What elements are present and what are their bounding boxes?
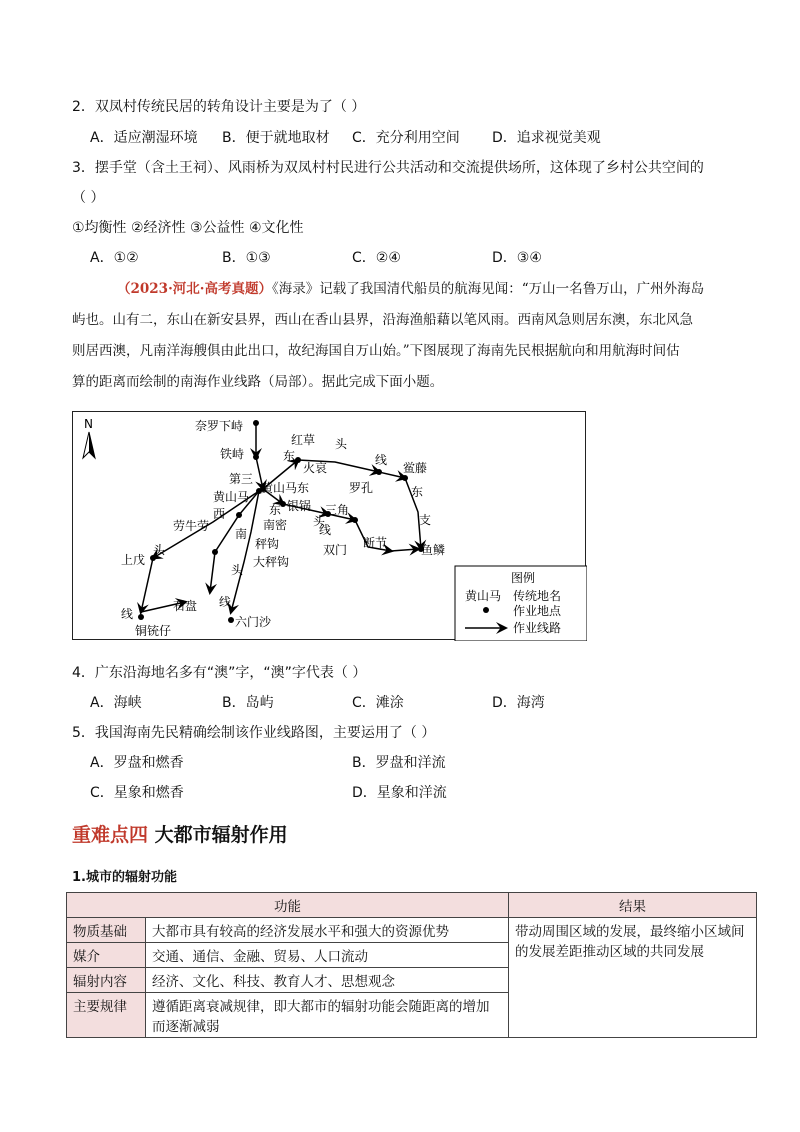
route-char: 东 <box>283 449 296 463</box>
point-liumensha <box>228 617 234 623</box>
q5-option-d: D．星象和洋流 <box>352 785 447 801</box>
table-header-result: 结果 <box>509 893 757 918</box>
q5-option-a: A．罗盘和燃香 <box>90 755 184 771</box>
table-cell-value: 遵循距离衰减规律，即大都市的辐射功能会随距离的增加而逐渐减弱 <box>146 993 509 1038</box>
label-yinguo: 银锅 <box>287 499 312 513</box>
q4-option-a: A．海峡 <box>90 695 142 711</box>
q4-option-b: B．岛屿 <box>222 695 274 711</box>
table-row <box>67 918 757 943</box>
passage-line-2: 屿也。山有二，东山在新安县界，西山在香山县界，沿海渔船藉以笔风雨。西南风急则居东澳，东北风急 <box>72 312 693 328</box>
label-nanmi: 南密 <box>263 518 288 532</box>
point-dachenggou <box>212 549 218 555</box>
route-segment <box>391 549 418 551</box>
label-huoai: 火哀 <box>303 461 328 475</box>
label-tiezhi: 铁峙 <box>220 447 245 461</box>
point-tiezhi <box>253 454 259 460</box>
table-cell-value: 大都市具有较高的经济发展水平和强大的资源优势 <box>146 918 509 943</box>
label-liumensha: 六门沙 <box>235 615 272 629</box>
point-nailuoxiazhi <box>253 420 259 426</box>
table-cell-result: 带动周围区域的发展，最终缩小区域间的发展差距推动区域的共同发展 <box>509 918 757 1038</box>
label-nailuoxiazhi: 奈罗下峙 <box>195 419 244 433</box>
route-char: 线 <box>219 595 232 609</box>
route-char: 头 <box>153 543 166 557</box>
section-heading <box>72 820 288 847</box>
passage-line-1: （2023·河北·高考真题）《海录》记载了我国清代船员的航海见闻：“万山一名鲁万山，广州外海岛 <box>117 281 705 297</box>
q2-option-d: D．追求视觉美观 <box>492 130 601 146</box>
label-yulin: 鱼鳞 <box>421 543 446 557</box>
route-segment <box>379 472 405 478</box>
label-shangwu: 上戊 <box>121 553 146 567</box>
table-cell-key: 主要规律 <box>67 993 146 1038</box>
legend-name-label: 传统地名 <box>513 589 562 603</box>
legend-point-label: 作业地点 <box>513 604 562 618</box>
table-cell-key: 辐射内容 <box>67 968 146 993</box>
label-huangshanma: 黄山马 <box>213 490 250 504</box>
q2-option-b: B．便于就地取材 <box>222 130 330 146</box>
point-shuangmen <box>352 517 358 523</box>
q4-option-c: C．滩涂 <box>352 695 404 711</box>
label-duanjie: 断节 <box>363 536 388 550</box>
q4-stem: 4．广东沿海地名多有“澳”字，“澳”字代表（ ） <box>72 665 367 681</box>
q3-option-d: D．③④ <box>492 250 542 266</box>
q3-stem: 3．摆手堂（含土王祠）、风雨桥为双凤村村民进行公共活动和交流提供场所，这体现了乡村公共空间的 <box>72 160 704 176</box>
q2-option-c: C．充分利用空间 <box>352 130 460 146</box>
route-char: 支 <box>419 513 432 527</box>
label-shipan: 石盘 <box>173 599 198 613</box>
q5-option-b: B．罗盘和洋流 <box>352 755 446 771</box>
q5-stem: 5．我国海南先民精确绘制该作业线路图，主要运用了（ ） <box>72 725 436 741</box>
north-arrow-icon <box>83 417 95 458</box>
svg-text:N: N <box>84 417 93 431</box>
map-legend <box>455 566 587 641</box>
table-cell-key: 媒介 <box>67 943 146 968</box>
point-luokong <box>376 469 382 475</box>
label-disan: 第三 <box>229 472 254 486</box>
passage-line-4: 算的距离而绘制的南海作业线路（局部）。据此完成下面小题。 <box>72 374 444 390</box>
table-cell-value: 交通、通信、金融、贸易、人口流动 <box>146 943 509 968</box>
label-luokong: 罗孔 <box>349 481 374 495</box>
route-char: 线 <box>319 523 332 537</box>
label-tongchongzai: 铜铳仔 <box>135 624 172 638</box>
passage-line-3: 则居西澳，凡南洋海艘俱由此出口，故纪海国自万山始。”下图展现了海南先民根据航向和用航海时间估 <box>72 343 680 359</box>
legend-title: 图例 <box>511 571 536 585</box>
passage-source: （2023·河北·高考真题） <box>117 281 272 297</box>
q3-option-a: A．①② <box>90 250 139 266</box>
q2-stem: 2．双凤村传统民居的转角设计主要是为了（ ） <box>72 99 366 115</box>
legend-route-label: 作业线路 <box>513 621 562 635</box>
q3-option-c: C．②④ <box>352 250 401 266</box>
table-header-function: 功能 <box>67 893 509 918</box>
label-chenggou: 秤钩 <box>255 537 280 551</box>
legend-point-icon <box>483 607 489 613</box>
q5-option-c: C．星象和燃香 <box>90 785 184 801</box>
route-char: 东 <box>411 485 424 499</box>
label-sanjiao: 三角 <box>325 503 350 517</box>
table-cell-value: 经济、文化、科技、教育人才、思想观念 <box>146 968 509 993</box>
section-subtitle: 1.城市的辐射功能 <box>72 870 177 885</box>
route-char: 头 <box>313 514 326 528</box>
route-char: 南 <box>235 527 248 541</box>
section-prefix: 重难点四 <box>72 824 149 846</box>
q3-choices: ①均衡性 ②经济性 ③公益性 ④文化性 <box>72 220 304 236</box>
q2-option-a: A．适应潮湿环境 <box>90 130 198 146</box>
label-shuangmen: 双门 <box>323 543 348 557</box>
label-huangshanmadong: 黄山马东 <box>261 481 310 495</box>
route-char: 西 <box>213 507 226 521</box>
label-hongcao: 红草 <box>291 433 316 447</box>
south-sea-route-map <box>72 411 586 640</box>
point-houteng <box>402 475 408 481</box>
label-houteng: 鲎藤 <box>403 461 428 475</box>
label-laoniulao: 劳牛劳 <box>173 519 210 533</box>
point-nanmi <box>236 512 242 518</box>
legend-sample-name: 黄山马 <box>465 589 502 603</box>
q4-option-d: D．海湾 <box>492 695 545 711</box>
route-char: 线 <box>375 453 388 467</box>
q3-stem-cont: （ ） <box>72 190 105 206</box>
route-segment <box>231 491 259 612</box>
route-char: 东 <box>269 503 282 517</box>
route-char: 头 <box>335 437 348 451</box>
route-char: 头 <box>231 563 244 577</box>
q3-option-b: B．①③ <box>222 250 271 266</box>
radiation-function-table <box>66 892 757 1038</box>
route-char: 线 <box>121 607 134 621</box>
table-cell-key: 物质基础 <box>67 918 146 943</box>
point-tongchongzai <box>138 614 144 620</box>
table-header-row <box>67 893 757 918</box>
point-hongcao <box>295 457 301 463</box>
label-dachenggou: 大秤钩 <box>253 555 290 569</box>
section-title: 大都市辐射作用 <box>154 824 288 846</box>
